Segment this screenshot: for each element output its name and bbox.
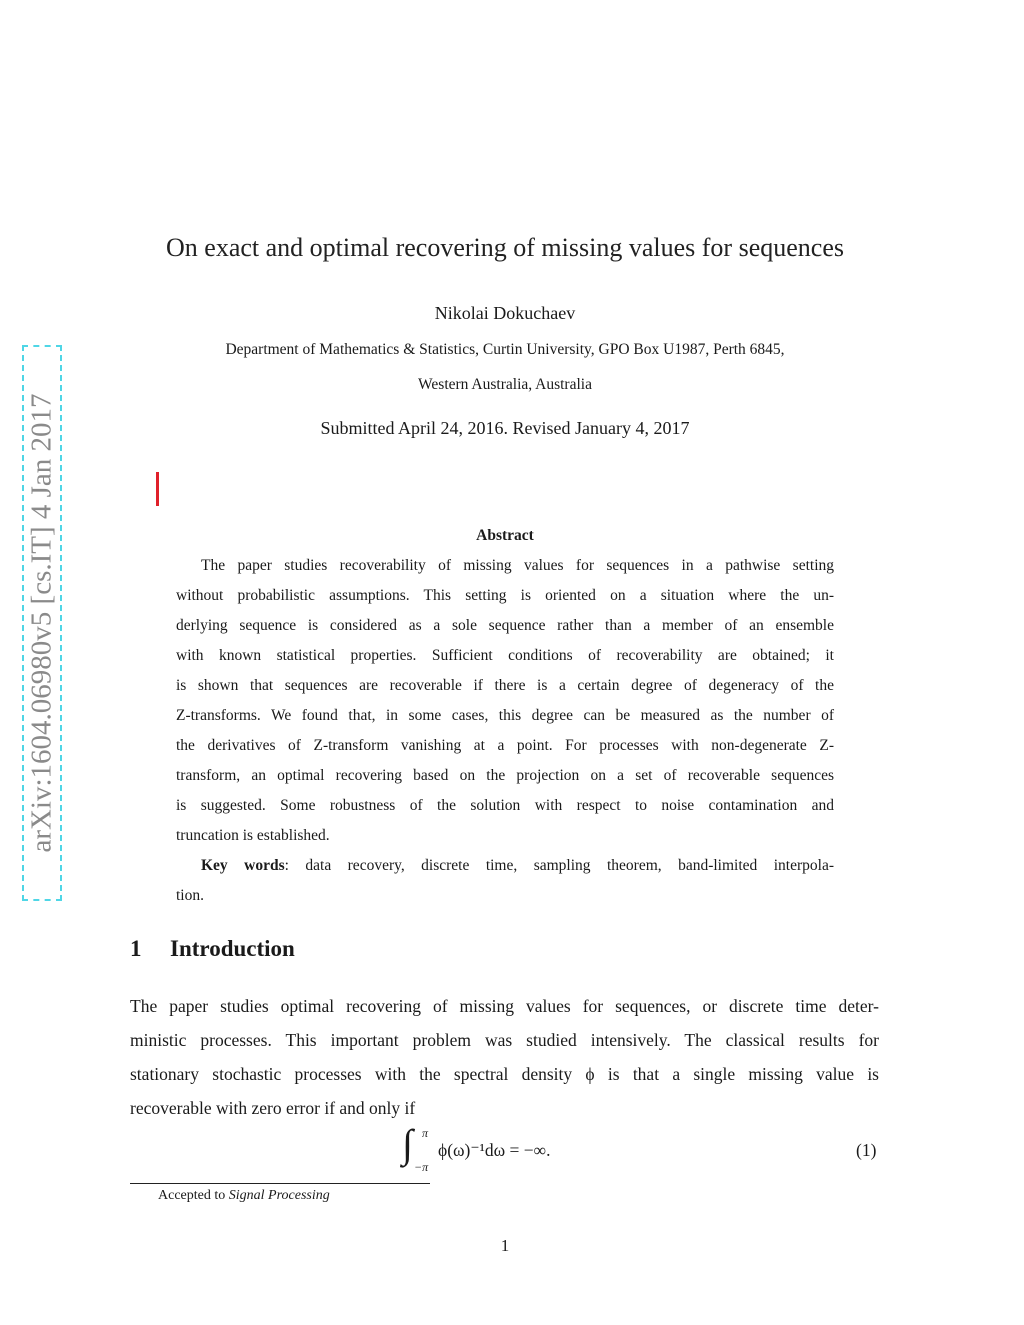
abstract-line: transform, an optimal recovering based on the projection on a set of recoverable sequences	[176, 767, 834, 784]
abstract-line: derlying sequence is considered as a sole sequence rather than a member of an ensemble	[176, 617, 834, 634]
abstract-heading: Abstract	[476, 527, 534, 544]
submission-dates: Submitted April 24, 2016. Revised January 4, 2017	[320, 418, 690, 438]
abstract-line: the derivatives of Z-transform vanishing at a point. For processes with non-degenerate Z-	[176, 737, 834, 754]
body-line: recoverable with zero error if and only if	[130, 1098, 416, 1118]
footnote-rule	[130, 1183, 430, 1184]
footnote-venue: Signal Processing	[228, 1188, 330, 1203]
keywords-line	[176, 856, 834, 876]
keywords-line-2: tion.	[176, 887, 204, 904]
page-number: 1	[500, 1236, 510, 1255]
affiliation-line-2: Western Australia, Australia	[418, 376, 592, 393]
arxiv-stamp[interactable]: arXiv:1604.06980v5 [cs.IT] 4 Jan 2017	[25, 393, 58, 853]
abstract-line: without probabilistic assumptions. This setting is oriented on a situation where the un-	[176, 587, 834, 604]
equation-integrand: ϕ(ω)⁻¹dω = −∞.	[438, 1140, 551, 1160]
footnote-prefix: Accepted to	[158, 1188, 229, 1203]
abstract-line: Z-transforms. We found that, in some cases, this degree can be measured as the number of	[176, 707, 834, 724]
section-title: Introduction	[170, 936, 295, 961]
equation-1	[400, 1121, 600, 1176]
paper-title: On exact and optimal recovering of missing values for sequences	[166, 233, 844, 262]
section-heading	[130, 936, 295, 962]
abstract-line: is suggested. Some robustness of the solution with respect to noise contamination and	[176, 797, 834, 814]
body-line: stationary stochastic processes with the spectral density ϕ is that a single missing value is	[130, 1064, 879, 1084]
equation-number: (1)	[856, 1140, 877, 1160]
abstract-line: The paper studies recoverability of missing values for sequences in a pathwise setting	[201, 557, 834, 574]
keywords-label: Key words	[201, 857, 285, 874]
abstract-line: with known statistical properties. Sufficient conditions of recoverability are obtained; it	[176, 647, 834, 664]
integral-sign: ∫	[402, 1121, 413, 1166]
footnote	[158, 1188, 330, 1204]
author-name: Nikolai Dokuchaev	[434, 303, 576, 323]
red-margin-mark	[156, 472, 159, 506]
body-line: The paper studies optimal recovering of missing values for sequences, or discrete time deter-	[130, 996, 879, 1016]
abstract-line: truncation is established.	[176, 827, 330, 844]
body-line: ministic processes. This important problem was studied intensively. The classical results for	[130, 1030, 879, 1050]
integral-upper-limit: π	[422, 1126, 429, 1140]
section-number: 1	[130, 936, 142, 961]
keywords-text: : data recovery, discrete time, sampling theorem, band-limited interpola-	[284, 857, 834, 874]
affiliation-line-1: Department of Mathematics & Statistics, Curtin University, GPO Box U1987, Perth 6845,	[225, 341, 785, 358]
integral-lower-limit: −π	[414, 1160, 429, 1174]
abstract-line: is shown that sequences are recoverable if there is a certain degree of degeneracy of the	[176, 677, 834, 694]
